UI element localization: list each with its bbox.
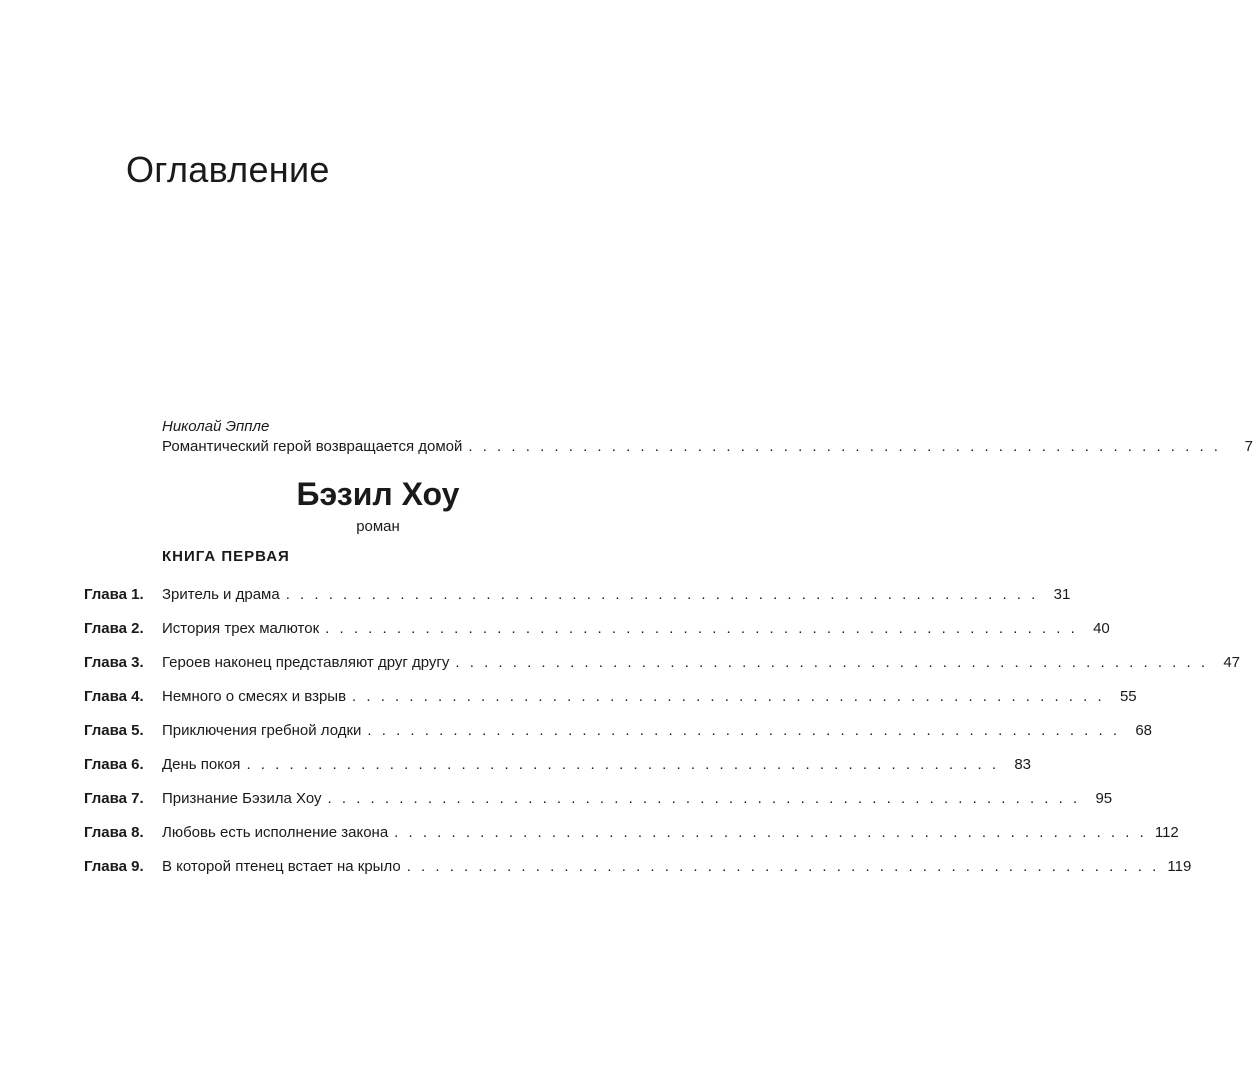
intro-entry [162,417,1253,457]
book-subtitle: роман [356,518,400,535]
chapter-page-number: 95 [1095,790,1113,807]
chapter-page-number: 40 [1093,620,1110,637]
chapter-page-number: 68 [1135,722,1152,739]
chapter-title: День покоя [162,756,241,773]
chapter-page-number: 112 [1154,824,1179,841]
dot-leader: . . . . . . . . . . . . . . . . . . . . . . . . . . . . . . . . . . . . . . . . . . . . . . . . . . . . . [468,438,1221,455]
intro-title: Романтический герой возвращается домой [162,438,463,455]
chapter-label: Глава 1. [84,586,144,603]
chapter-label: Глава 3. [84,654,144,671]
chapter-page-number: 83 [1014,756,1032,773]
dot-leader: . . . . . . . . . . . . . . . . . . . . . . . . . . . . . . . . . . . . . . . . . . . . . . . . . . . . . [367,722,1120,739]
dot-leader: . . . . . . . . . . . . . . . . . . . . . . . . . . . . . . . . . . . . . . . . . . . . . . . . . . . . . [325,620,1078,637]
chapter-row[interactable] [84,721,1152,755]
chapter-title: Немного о смесях и взрыв [162,688,347,705]
chapter-title: Признание Бэзила Хоу [162,790,322,807]
chapter-title: Любовь есть исполнение закона [162,824,389,841]
dot-leader: . . . . . . . . . . . . . . . . . . . . . . . . . . . . . . . . . . . . . . . . . . . . . . . . . . . . . [406,858,1160,875]
chapter-label: Глава 6. [84,756,144,773]
chapter-page-number: 47 [1223,654,1240,671]
intro-page-number: 7 [1244,438,1253,455]
chapter-row[interactable] [84,857,1192,891]
chapter-label: Глава 5. [84,722,144,739]
chapter-page-number: 31 [1053,586,1071,603]
dot-leader: . . . . . . . . . . . . . . . . . . . . . . . . . . . . . . . . . . . . . . . . . . . . . . . . . . . . . [285,586,1039,603]
chapter-title: История трех малюток [162,620,320,637]
chapter-page-number: 119 [1167,858,1192,875]
chapter-title: Героев наконец представляют друг другу [162,654,450,671]
chapter-row[interactable] [84,789,1113,823]
chapter-row[interactable] [84,653,1240,687]
page-title: Оглавление [126,149,330,191]
chapter-row[interactable] [84,619,1110,653]
intro-toc-row[interactable] [162,437,1253,457]
chapter-title: Приключения гребной лодки [162,722,362,739]
chapter-row[interactable] [84,823,1179,857]
chapter-label: Глава 4. [84,688,144,705]
dot-leader: . . . . . . . . . . . . . . . . . . . . . . . . . . . . . . . . . . . . . . . . . . . . . . . . . . . . . [455,654,1208,671]
chapter-label: Глава 7. [84,790,144,807]
chapter-list [84,585,1240,891]
dot-leader: . . . . . . . . . . . . . . . . . . . . . . . . . . . . . . . . . . . . . . . . . . . . . . . . . . . . . [246,756,1000,773]
chapter-title: В которой птенец встает на крыло [162,858,401,875]
chapter-row[interactable] [84,755,1032,789]
chapter-title: Зритель и драма [162,586,280,603]
intro-author: Николай Эппле [162,418,270,435]
dot-leader: . . . . . . . . . . . . . . . . . . . . . . . . . . . . . . . . . . . . . . . . . . . . . . . . . . . . . [352,688,1105,705]
chapter-page-number: 55 [1119,688,1137,705]
part-heading: КНИГА ПЕРВАЯ [162,548,290,565]
chapter-label: Глава 2. [84,620,144,637]
chapter-row[interactable] [84,585,1071,619]
dot-leader: . . . . . . . . . . . . . . . . . . . . . . . . . . . . . . . . . . . . . . . . . . . . . . . . . . . . . [327,790,1081,807]
chapter-row[interactable] [84,687,1137,721]
book-title: Бэзил Хоу [296,476,460,512]
chapter-label: Глава 9. [84,858,144,875]
dot-leader: . . . . . . . . . . . . . . . . . . . . . . . . . . . . . . . . . . . . . . . . . . . . . . . . . . . . . [394,824,1147,841]
chapter-label: Глава 8. [84,824,144,841]
